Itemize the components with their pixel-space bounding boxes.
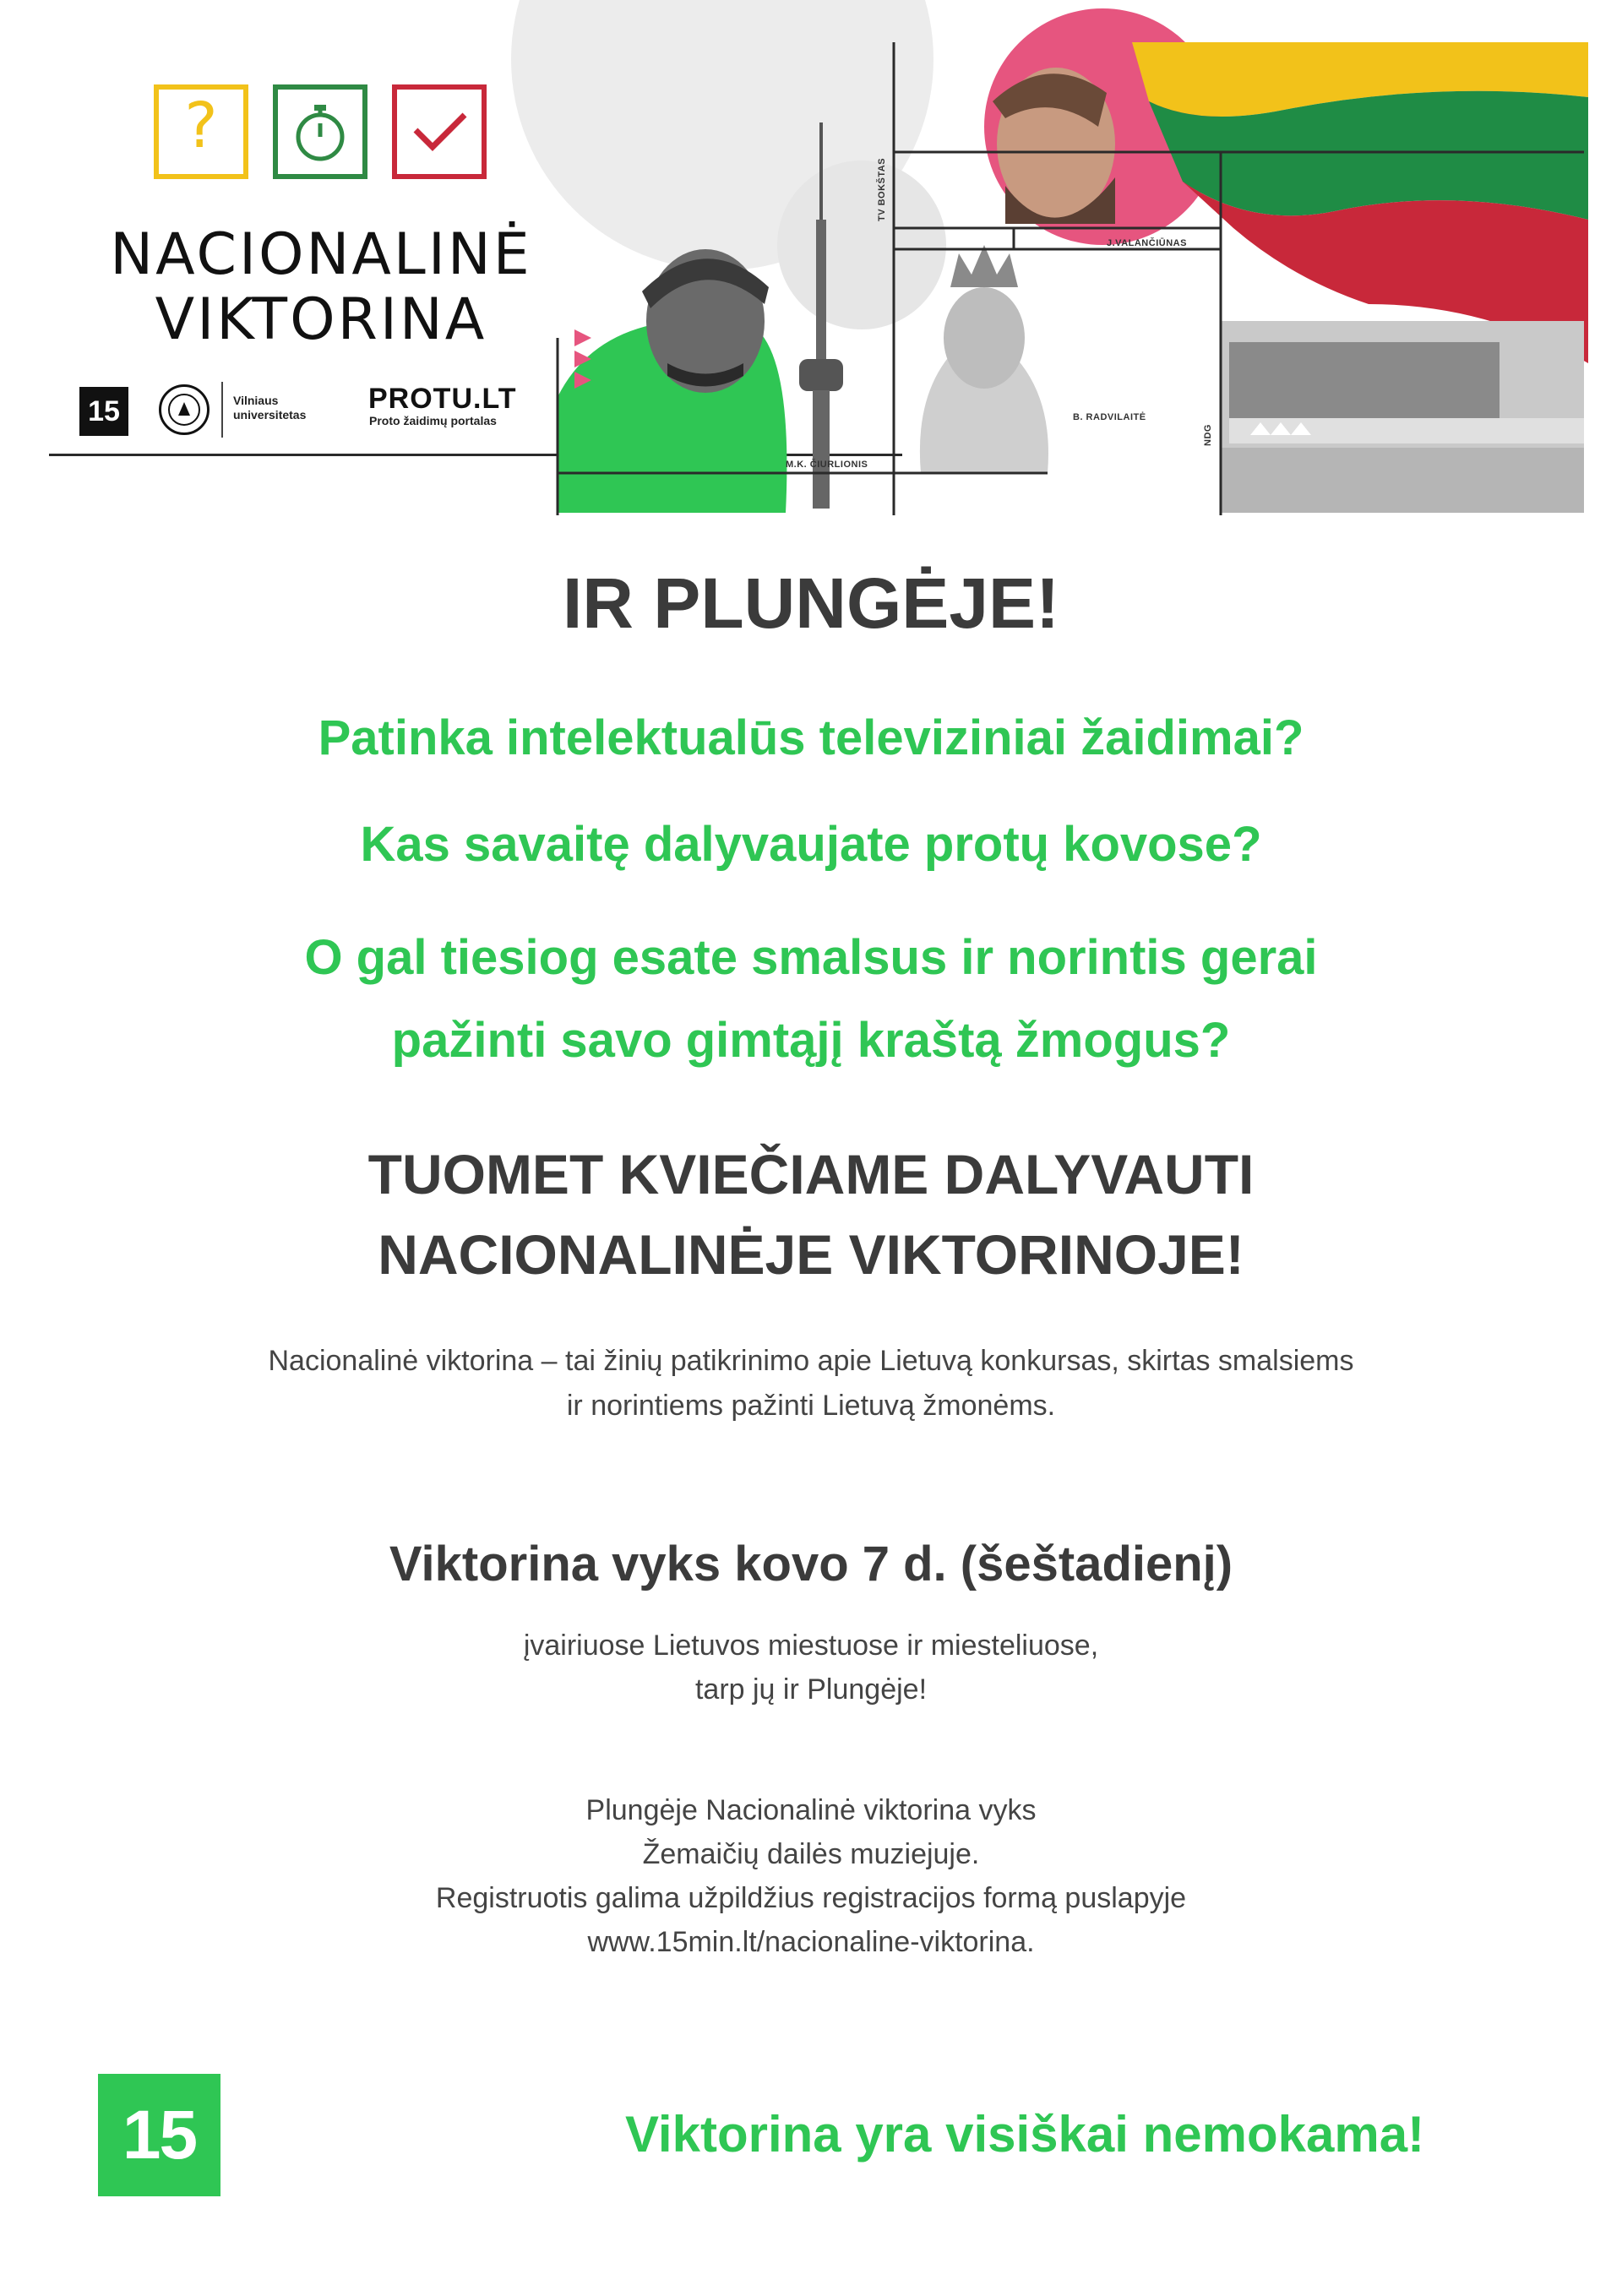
- radvilaite-portrait: [920, 245, 1048, 473]
- caption-radvilaite: B. RADVILAITĖ: [1073, 412, 1146, 422]
- event-date: Viktorina vyks kovo 7 d. (šeštadienį): [389, 1537, 1233, 1591]
- photo-collage: [0, 0, 1622, 524]
- registration-text: Registruotis galima užpildžius registracijos formą puslapyje: [435, 1882, 1187, 1914]
- valanciunas-photo: [993, 68, 1115, 224]
- question-3-line1: O gal tiesiog esate smalsus ir norintis gerai: [304, 930, 1318, 985]
- caption-valanciunas: J.VALANČIŪNAS: [1107, 238, 1187, 248]
- venue-line1: Plungėje Nacionalinė viktorina vyks: [585, 1794, 1037, 1826]
- cities-line1: įvairiuose Lietuvos miestuose ir miesteliuose,: [523, 1630, 1099, 1662]
- question-2: Kas savaitę dalyvaujate protų kovose?: [360, 817, 1262, 872]
- lithuanian-flag-image: [1132, 42, 1588, 363]
- protu-tagline: Proto žaidimų portalas: [369, 414, 497, 427]
- brand-title-line2: VIKTORINA: [155, 286, 487, 353]
- logo-15min-footer: 15: [98, 2074, 220, 2196]
- page-title: IR PLUNGĖJE!: [562, 563, 1060, 643]
- description-line1: Nacionalinė viktorina – tai žinių patikrinimo apie Lietuvą konkursas, skirtas smalsiems: [268, 1345, 1354, 1377]
- description-line2: ir norintiems pažinti Lietuvą žmonėms.: [566, 1390, 1056, 1422]
- venue-line2: Žemaičių dailės muziejuje.: [642, 1838, 980, 1870]
- logo-15min: 15: [79, 387, 128, 436]
- brand-title-line1: NACIONALINĖ: [110, 221, 532, 288]
- vilnius-university-name: Vilniaus universitetas: [233, 394, 307, 422]
- cities-line2: tarp jų ir Plungėje!: [694, 1673, 928, 1706]
- question-1: Patinka intelektualūs televiziniai žaidimai?: [318, 710, 1304, 765]
- caption-ciurlionis: M.K. ČIURLIONIS: [786, 460, 868, 470]
- caption-tv-tower: TV BOKŠTAS: [877, 157, 887, 221]
- question-icon: ?: [154, 84, 248, 179]
- caption-ndg: NDG: [1203, 424, 1213, 446]
- decorative-circle: [777, 161, 946, 329]
- invitation-line1: TUOMET KVIEČIAME DALYVAUTI: [367, 1143, 1255, 1205]
- header-banner: [0, 0, 1622, 524]
- protu-logo: PROTU.LT: [368, 383, 517, 415]
- invitation-line2: NACIONALINĖJE VIKTORINOJE!: [378, 1223, 1244, 1286]
- registration-link[interactable]: www.15min.lt/nacionaline-viktorina.: [587, 1926, 1035, 1958]
- question-3-line2: pažinti savo gimtąjį kraštą žmogus?: [391, 1013, 1231, 1068]
- national-gallery-building-image: [1221, 321, 1584, 513]
- free-note: Viktorina yra visiškai nemokama!: [625, 2106, 1425, 2163]
